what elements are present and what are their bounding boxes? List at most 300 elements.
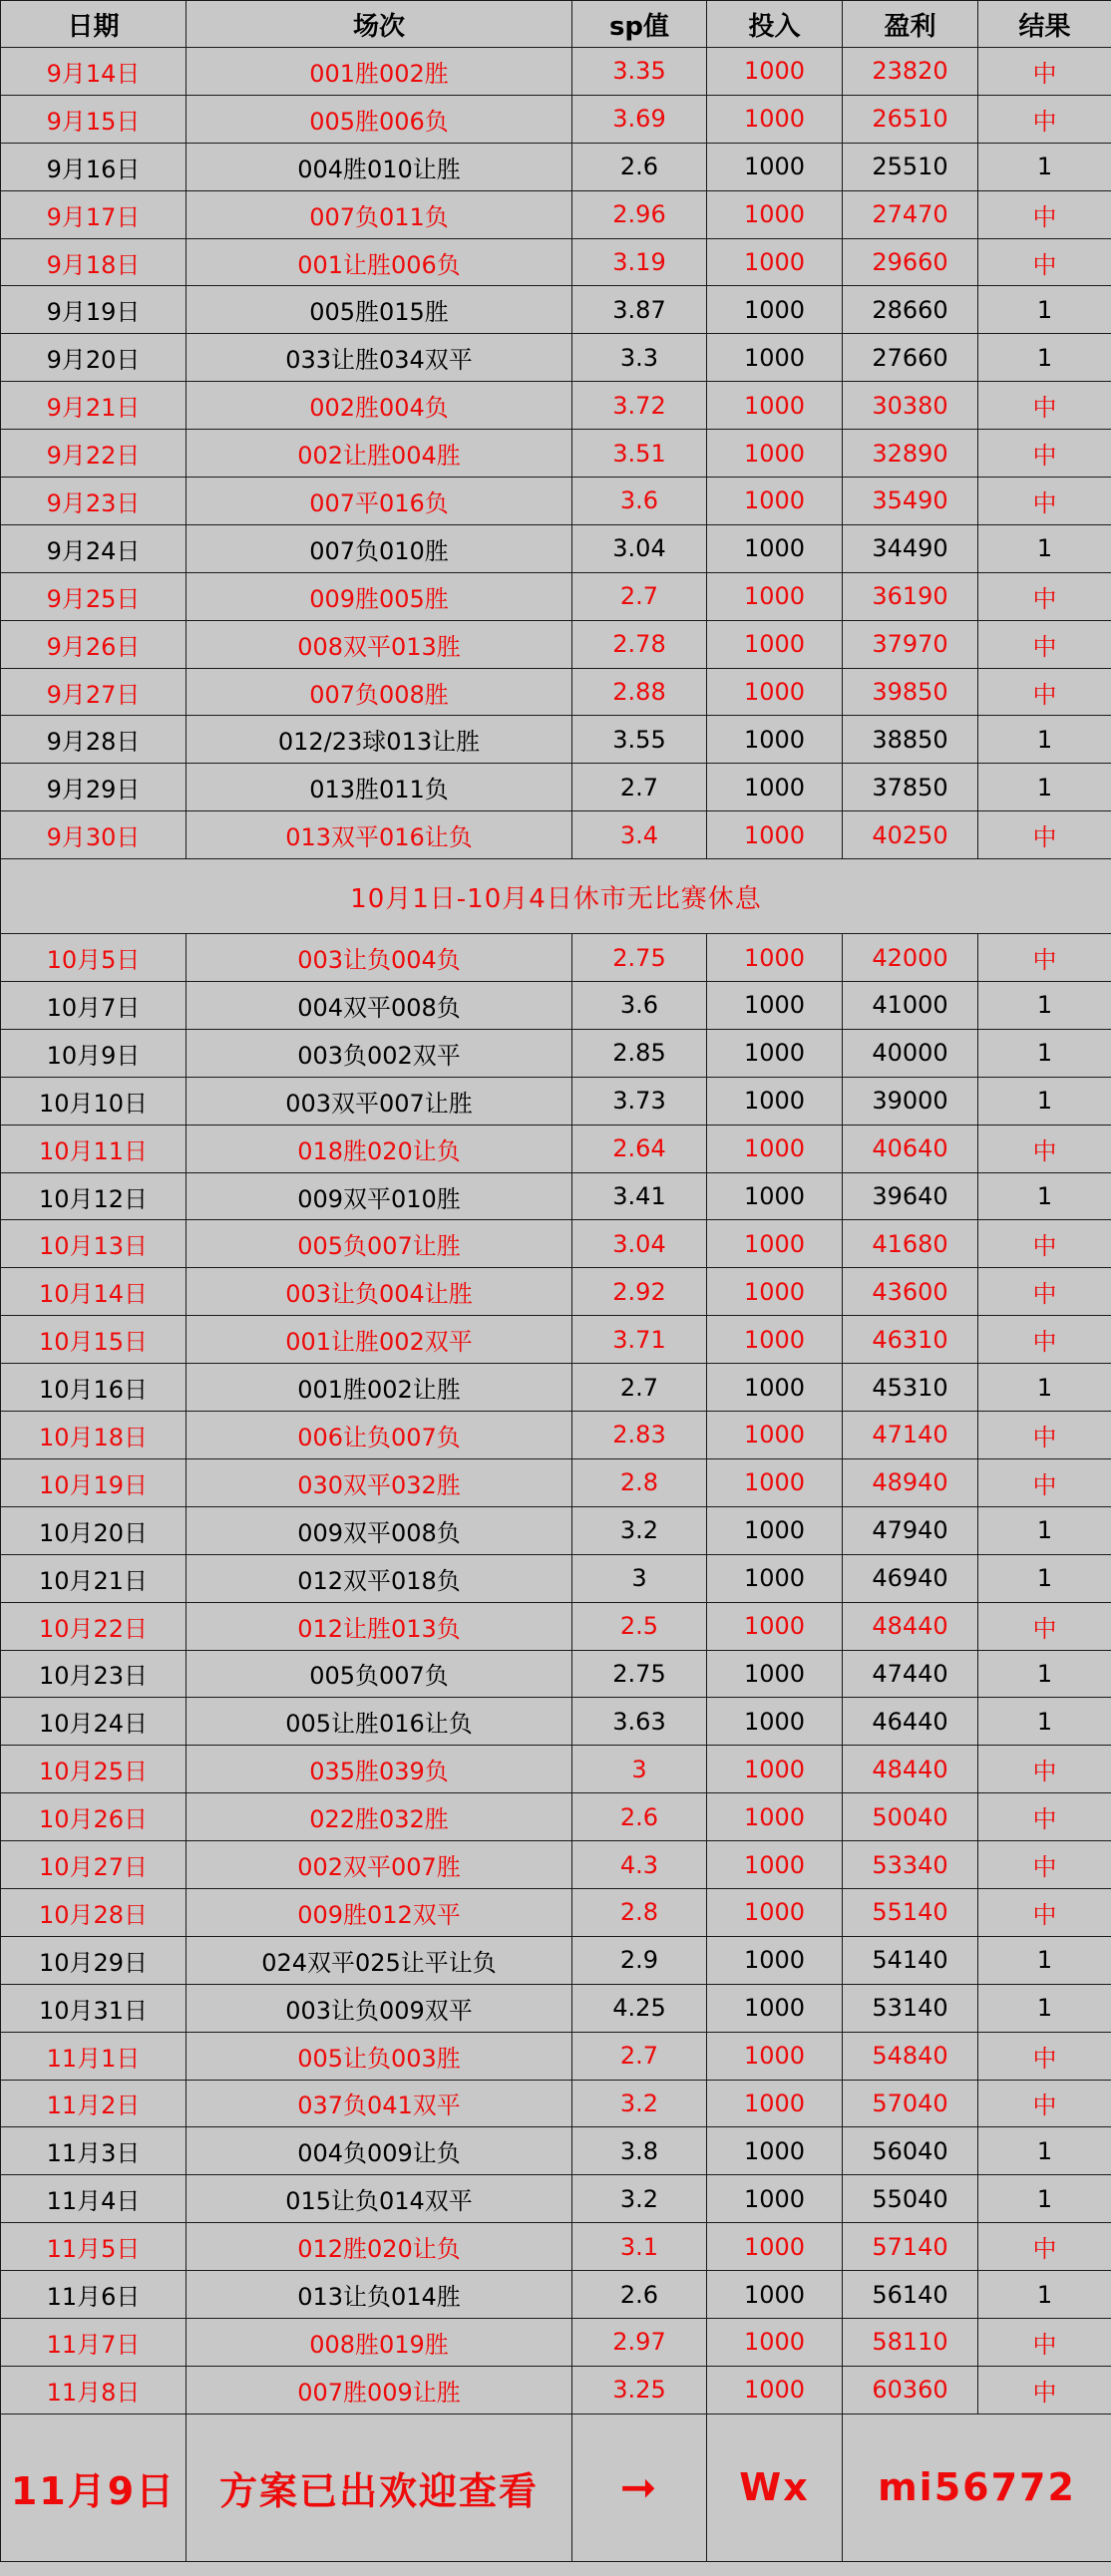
row-sp: 2.6 [572, 2271, 707, 2319]
table-row [1, 2080, 1111, 2127]
arrow-icon: ➞ [572, 2414, 707, 2561]
row-sp: 3.2 [572, 1506, 707, 1554]
row-match: 008胜019胜 [186, 2318, 572, 2366]
table-row [1, 382, 1111, 430]
row-profit: 28660 [843, 286, 978, 334]
table-row [1, 334, 1111, 382]
row-profit: 43600 [843, 1268, 978, 1316]
row-result: 中 [978, 1602, 1111, 1650]
row-date: 9月29日 [1, 764, 186, 811]
row-match: 004负009让负 [186, 2127, 572, 2175]
table-row [1, 1172, 1111, 1220]
row-sp: 3.63 [572, 1698, 707, 1746]
row-profit: 40000 [843, 1029, 978, 1077]
row-date: 10月28日 [1, 1888, 186, 1936]
row-result: 1 [978, 1506, 1111, 1554]
row-date: 10月7日 [1, 982, 186, 1030]
row-profit: 26510 [843, 95, 978, 143]
row-sp: 4.25 [572, 1984, 707, 2032]
table-row [1, 1698, 1111, 1746]
row-profit: 60360 [843, 2366, 978, 2414]
table-row [1, 982, 1111, 1030]
row-result: 中 [978, 811, 1111, 859]
header-date: 日期 [1, 1, 186, 48]
row-profit: 56040 [843, 2127, 978, 2175]
row-profit: 56140 [843, 2271, 978, 2319]
table-row [1, 1602, 1111, 1650]
row-bet: 1000 [707, 620, 843, 668]
row-sp: 2.5 [572, 1602, 707, 1650]
row-sp: 2.7 [572, 572, 707, 620]
row-match: 012双平018负 [186, 1554, 572, 1602]
row-match: 024双平025让平让负 [186, 1936, 572, 1984]
row-bet: 1000 [707, 1746, 843, 1793]
row-bet: 1000 [707, 1220, 843, 1268]
row-bet: 1000 [707, 1412, 843, 1459]
row-date: 10月19日 [1, 1458, 186, 1506]
row-profit: 36190 [843, 572, 978, 620]
row-result: 中 [978, 2080, 1111, 2127]
table-row [1, 2318, 1111, 2366]
row-sp: 3.71 [572, 1316, 707, 1364]
row-match: 005负007让胜 [186, 1220, 572, 1268]
row-date: 9月14日 [1, 48, 186, 96]
row-match: 005让胜016让负 [186, 1698, 572, 1746]
table-row [1, 668, 1111, 716]
table-row [1, 934, 1111, 982]
row-profit: 48440 [843, 1746, 978, 1793]
row-sp: 2.92 [572, 1268, 707, 1316]
row-result: 1 [978, 764, 1111, 811]
row-sp: 2.8 [572, 1458, 707, 1506]
row-sp: 3.04 [572, 1220, 707, 1268]
row-match: 009双平010胜 [186, 1172, 572, 1220]
row-match: 005负007负 [186, 1650, 572, 1698]
september-rows [1, 48, 1111, 859]
table-row [1, 716, 1111, 764]
row-match: 003让负004让胜 [186, 1268, 572, 1316]
row-bet: 1000 [707, 1172, 843, 1220]
row-profit: 40640 [843, 1125, 978, 1172]
row-sp: 3.2 [572, 2080, 707, 2127]
row-date: 10月16日 [1, 1364, 186, 1412]
row-sp: 2.6 [572, 143, 707, 190]
row-date: 10月20日 [1, 1506, 186, 1554]
row-sp: 3.1 [572, 2223, 707, 2271]
row-profit: 30380 [843, 382, 978, 430]
row-result: 中 [978, 1458, 1111, 1506]
table-row [1, 572, 1111, 620]
row-match: 007胜009让胜 [186, 2366, 572, 2414]
row-date: 10月25日 [1, 1746, 186, 1793]
row-sp: 2.7 [572, 764, 707, 811]
row-result: 1 [978, 1698, 1111, 1746]
row-profit: 27660 [843, 334, 978, 382]
row-profit: 41680 [843, 1220, 978, 1268]
table-row [1, 143, 1111, 190]
row-date: 9月27日 [1, 668, 186, 716]
row-date: 10月12日 [1, 1172, 186, 1220]
table-row [1, 2175, 1111, 2223]
row-profit: 25510 [843, 143, 978, 190]
row-result: 中 [978, 430, 1111, 478]
row-result: 中 [978, 190, 1111, 238]
row-match: 001胜002让胜 [186, 1364, 572, 1412]
table-row [1, 2127, 1111, 2175]
row-date: 10月10日 [1, 1077, 186, 1125]
row-sp: 2.85 [572, 1029, 707, 1077]
row-profit: 37850 [843, 764, 978, 811]
row-date: 11月3日 [1, 2127, 186, 2175]
table-row [1, 524, 1111, 572]
row-profit: 48940 [843, 1458, 978, 1506]
table-row [1, 1220, 1111, 1268]
row-date: 9月20日 [1, 334, 186, 382]
row-match: 005让负003胜 [186, 2032, 572, 2080]
table-row [1, 1554, 1111, 1602]
market-closed-notice: 10月1日-10月4日休市无比赛休息 [1, 859, 1111, 934]
row-profit: 55040 [843, 2175, 978, 2223]
footer-contact-label: Wx [707, 2414, 843, 2561]
row-bet: 1000 [707, 1698, 843, 1746]
row-match: 002让胜004胜 [186, 430, 572, 478]
table-row [1, 430, 1111, 478]
row-match: 004胜010让胜 [186, 143, 572, 190]
row-date: 10月11日 [1, 1125, 186, 1172]
row-date: 10月13日 [1, 1220, 186, 1268]
row-date: 9月22日 [1, 430, 186, 478]
row-sp: 3.04 [572, 524, 707, 572]
row-sp: 2.78 [572, 620, 707, 668]
row-bet: 1000 [707, 382, 843, 430]
table-row [1, 48, 1111, 96]
row-match: 018胜020让负 [186, 1125, 572, 1172]
row-bet: 1000 [707, 1458, 843, 1506]
row-date: 9月24日 [1, 524, 186, 572]
row-result: 1 [978, 2175, 1111, 2223]
footer-contact-id: mi56772 [843, 2414, 1111, 2561]
row-match: 013让负014胜 [186, 2271, 572, 2319]
table-row [1, 1412, 1111, 1459]
row-date: 11月4日 [1, 2175, 186, 2223]
row-bet: 1000 [707, 2080, 843, 2127]
row-date: 9月30日 [1, 811, 186, 859]
table-row [1, 238, 1111, 286]
table-row [1, 1125, 1111, 1172]
row-date: 9月16日 [1, 143, 186, 190]
row-sp: 3.55 [572, 716, 707, 764]
row-bet: 1000 [707, 572, 843, 620]
row-date: 10月21日 [1, 1554, 186, 1602]
row-match: 035胜039负 [186, 1746, 572, 1793]
row-date: 9月28日 [1, 716, 186, 764]
row-bet: 1000 [707, 1506, 843, 1554]
row-match: 003让负009双平 [186, 1984, 572, 2032]
row-sp: 3.69 [572, 95, 707, 143]
row-result: 1 [978, 143, 1111, 190]
row-date: 10月9日 [1, 1029, 186, 1077]
row-result: 中 [978, 2223, 1111, 2271]
row-date: 11月5日 [1, 2223, 186, 2271]
table-row [1, 1458, 1111, 1506]
row-sp: 3.4 [572, 811, 707, 859]
row-match: 009胜012双平 [186, 1888, 572, 1936]
row-result: 1 [978, 1984, 1111, 2032]
row-bet: 1000 [707, 430, 843, 478]
row-sp: 3.6 [572, 982, 707, 1030]
row-bet: 1000 [707, 2366, 843, 2414]
table-row [1, 478, 1111, 525]
row-match: 003让负004负 [186, 934, 572, 982]
row-bet: 1000 [707, 2318, 843, 2366]
table-row [1, 1029, 1111, 1077]
row-date: 10月26日 [1, 1793, 186, 1841]
row-match: 002胜004负 [186, 382, 572, 430]
header-result: 结果 [978, 1, 1111, 48]
header-profit: 盈利 [843, 1, 978, 48]
row-sp: 3.51 [572, 430, 707, 478]
row-result: 中 [978, 238, 1111, 286]
row-match: 012胜020让负 [186, 2223, 572, 2271]
row-match: 004双平008负 [186, 982, 572, 1030]
row-profit: 40250 [843, 811, 978, 859]
row-sp: 2.7 [572, 2032, 707, 2080]
row-date: 11月2日 [1, 2080, 186, 2127]
table-row [1, 811, 1111, 859]
row-result: 1 [978, 1172, 1111, 1220]
row-bet: 1000 [707, 1268, 843, 1316]
table-row [1, 1506, 1111, 1554]
row-result: 中 [978, 934, 1111, 982]
row-bet: 1000 [707, 934, 843, 982]
row-bet: 1000 [707, 2032, 843, 2080]
row-date: 10月14日 [1, 1268, 186, 1316]
row-sp: 2.64 [572, 1125, 707, 1172]
row-result: 中 [978, 382, 1111, 430]
row-bet: 1000 [707, 524, 843, 572]
row-profit: 42000 [843, 934, 978, 982]
row-profit: 48440 [843, 1602, 978, 1650]
row-result: 中 [978, 1841, 1111, 1889]
row-bet: 1000 [707, 1364, 843, 1412]
table-row [1, 1841, 1111, 1889]
row-profit: 55140 [843, 1888, 978, 1936]
row-date: 11月8日 [1, 2366, 186, 2414]
row-sp: 3.2 [572, 2175, 707, 2223]
table-row [1, 1650, 1111, 1698]
row-bet: 1000 [707, 334, 843, 382]
table-row [1, 286, 1111, 334]
row-sp: 2.96 [572, 190, 707, 238]
table-row [1, 620, 1111, 668]
header-row [1, 1, 1111, 48]
row-match: 012让胜013负 [186, 1602, 572, 1650]
header-bet: 投入 [707, 1, 843, 48]
row-result: 中 [978, 572, 1111, 620]
table-row [1, 2223, 1111, 2271]
row-sp: 2.75 [572, 1650, 707, 1698]
notice-row [1, 859, 1111, 934]
row-date: 10月5日 [1, 934, 186, 982]
footer-date: 11月9日 [1, 2414, 186, 2561]
row-bet: 1000 [707, 668, 843, 716]
row-match: 003负002双平 [186, 1029, 572, 1077]
row-bet: 1000 [707, 2175, 843, 2223]
row-bet: 1000 [707, 811, 843, 859]
row-bet: 1000 [707, 982, 843, 1030]
row-result: 中 [978, 95, 1111, 143]
table-row [1, 1268, 1111, 1316]
row-bet: 1000 [707, 1125, 843, 1172]
row-profit: 23820 [843, 48, 978, 96]
row-bet: 1000 [707, 1984, 843, 2032]
row-result: 中 [978, 1793, 1111, 1841]
row-bet: 1000 [707, 764, 843, 811]
row-result: 1 [978, 286, 1111, 334]
table-row [1, 2366, 1111, 2414]
row-match: 037负041双平 [186, 2080, 572, 2127]
row-sp: 3.41 [572, 1172, 707, 1220]
row-date: 10月15日 [1, 1316, 186, 1364]
row-match: 005胜015胜 [186, 286, 572, 334]
row-bet: 1000 [707, 238, 843, 286]
row-result: 1 [978, 1554, 1111, 1602]
row-match: 009胜005胜 [186, 572, 572, 620]
row-sp: 2.75 [572, 934, 707, 982]
row-bet: 1000 [707, 48, 843, 96]
row-profit: 46310 [843, 1316, 978, 1364]
row-result: 中 [978, 1746, 1111, 1793]
row-date: 9月17日 [1, 190, 186, 238]
row-bet: 1000 [707, 716, 843, 764]
row-match: 007负011负 [186, 190, 572, 238]
row-profit: 39640 [843, 1172, 978, 1220]
row-bet: 1000 [707, 2271, 843, 2319]
row-result: 1 [978, 716, 1111, 764]
row-result: 中 [978, 620, 1111, 668]
row-result: 中 [978, 2032, 1111, 2080]
row-bet: 1000 [707, 286, 843, 334]
row-profit: 47440 [843, 1650, 978, 1698]
row-sp: 3 [572, 1554, 707, 1602]
row-profit: 41000 [843, 982, 978, 1030]
row-result: 中 [978, 1316, 1111, 1364]
row-date: 9月25日 [1, 572, 186, 620]
row-date: 10月18日 [1, 1412, 186, 1459]
row-profit: 38850 [843, 716, 978, 764]
row-date: 9月18日 [1, 238, 186, 286]
row-date: 10月29日 [1, 1936, 186, 1984]
row-result: 中 [978, 1888, 1111, 1936]
row-date: 10月27日 [1, 1841, 186, 1889]
row-result: 1 [978, 524, 1111, 572]
row-sp: 2.97 [572, 2318, 707, 2366]
row-date: 11月7日 [1, 2318, 186, 2366]
table-row [1, 1793, 1111, 1841]
row-profit: 53140 [843, 1984, 978, 2032]
row-bet: 1000 [707, 1029, 843, 1077]
row-bet: 1000 [707, 1841, 843, 1889]
row-sp: 2.83 [572, 1412, 707, 1459]
row-profit: 32890 [843, 430, 978, 478]
row-sp: 3.8 [572, 2127, 707, 2175]
row-bet: 1000 [707, 2127, 843, 2175]
row-result: 中 [978, 1125, 1111, 1172]
row-match: 030双平032胜 [186, 1458, 572, 1506]
row-date: 11月1日 [1, 2032, 186, 2080]
october-november-rows [1, 934, 1111, 2415]
footer-message: 方案已出欢迎查看 [186, 2414, 572, 2561]
row-profit: 54140 [843, 1936, 978, 1984]
row-match: 013双平016让负 [186, 811, 572, 859]
notice-section [1, 859, 1111, 934]
row-result: 1 [978, 1029, 1111, 1077]
row-sp: 2.9 [572, 1936, 707, 1984]
row-match: 013胜011负 [186, 764, 572, 811]
row-bet: 1000 [707, 1554, 843, 1602]
row-sp: 3 [572, 1746, 707, 1793]
row-date: 10月24日 [1, 1698, 186, 1746]
row-result: 1 [978, 982, 1111, 1030]
row-profit: 57140 [843, 2223, 978, 2271]
row-match: 002双平007胜 [186, 1841, 572, 1889]
row-result: 中 [978, 2318, 1111, 2366]
row-profit: 47140 [843, 1412, 978, 1459]
row-result: 中 [978, 668, 1111, 716]
row-profit: 57040 [843, 2080, 978, 2127]
row-match: 009双平008负 [186, 1506, 572, 1554]
row-result: 1 [978, 1650, 1111, 1698]
footer-section [1, 2414, 1111, 2561]
row-sp: 3.6 [572, 478, 707, 525]
row-profit: 53340 [843, 1841, 978, 1889]
table-row [1, 1936, 1111, 1984]
row-match: 007负008胜 [186, 668, 572, 716]
row-sp: 2.7 [572, 1364, 707, 1412]
row-sp: 2.88 [572, 668, 707, 716]
row-date: 10月31日 [1, 1984, 186, 2032]
table-row [1, 1984, 1111, 2032]
row-result: 中 [978, 48, 1111, 96]
row-sp: 3.87 [572, 286, 707, 334]
row-result: 1 [978, 1364, 1111, 1412]
row-date: 9月26日 [1, 620, 186, 668]
row-sp: 2.8 [572, 1888, 707, 1936]
table-row [1, 1077, 1111, 1125]
row-sp: 3.3 [572, 334, 707, 382]
row-match: 015让负014双平 [186, 2175, 572, 2223]
row-profit: 39000 [843, 1077, 978, 1125]
row-profit: 37970 [843, 620, 978, 668]
row-profit: 50040 [843, 1793, 978, 1841]
row-bet: 1000 [707, 1650, 843, 1698]
row-sp: 4.3 [572, 1841, 707, 1889]
row-bet: 1000 [707, 1793, 843, 1841]
table-row [1, 764, 1111, 811]
row-bet: 1000 [707, 1936, 843, 1984]
row-date: 9月21日 [1, 382, 186, 430]
table-row [1, 1364, 1111, 1412]
row-date: 11月6日 [1, 2271, 186, 2319]
row-result: 1 [978, 2271, 1111, 2319]
row-match: 022胜032胜 [186, 1793, 572, 1841]
row-sp: 3.72 [572, 382, 707, 430]
row-sp: 3.73 [572, 1077, 707, 1125]
row-result: 中 [978, 1220, 1111, 1268]
row-date: 9月19日 [1, 286, 186, 334]
row-match: 006让负007负 [186, 1412, 572, 1459]
table-row [1, 1746, 1111, 1793]
